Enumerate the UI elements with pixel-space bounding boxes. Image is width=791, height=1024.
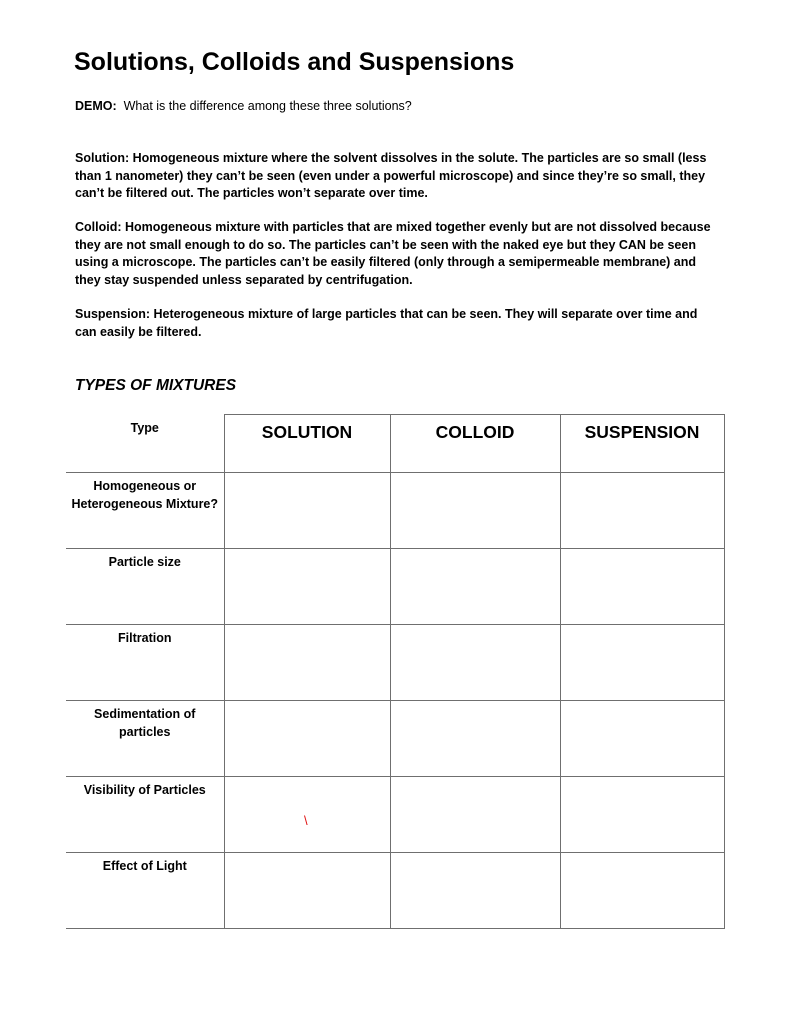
answer-cell[interactable]	[390, 777, 560, 853]
stray-backslash-mark: \	[304, 813, 308, 828]
row-label-cell	[66, 777, 224, 853]
answer-cell[interactable]	[560, 625, 724, 701]
suspension-definition: Suspension: Heterogeneous mixture of large particles that can be seen. They will separate over time and can easily be filtered.	[75, 307, 698, 339]
answer-cell[interactable]	[560, 701, 724, 777]
row-label-cell	[66, 853, 224, 929]
table-header-row	[66, 415, 724, 473]
colloid-definition: Colloid: Homogeneous mixture with particles that are mixed together evenly but are not dissolved because they are not small enough to do so. The particles can’t be seen with the naked eye but they CAN be seen using a microscope. The particles can’t be easily filtered (only through a semipermeable membrane) and they stay suspended unless separated by centrifugation.	[75, 220, 711, 287]
row-label-cell	[66, 549, 224, 625]
answer-cell[interactable]	[560, 777, 724, 853]
column-header-label: SUSPENSION	[584, 422, 700, 442]
row-label: Filtration	[118, 631, 172, 645]
table-row	[66, 777, 724, 853]
answer-cell[interactable]	[390, 625, 560, 701]
row-label: Sedimentation of particles	[94, 707, 196, 739]
demo-label: DEMO:	[75, 99, 117, 113]
column-header-colloid	[390, 415, 560, 473]
column-header-label: COLLOID	[435, 422, 515, 442]
row-label-cell	[66, 473, 224, 549]
column-header-solution	[224, 415, 390, 473]
column-header-suspension	[560, 415, 724, 473]
mixtures-table	[66, 414, 725, 929]
answer-cell[interactable]	[560, 549, 724, 625]
row-label: Effect of Light	[102, 859, 187, 873]
table-row	[66, 473, 724, 549]
answer-cell[interactable]	[390, 853, 560, 929]
answer-cell[interactable]	[390, 701, 560, 777]
answer-cell[interactable]	[390, 473, 560, 549]
answer-cell[interactable]	[224, 473, 390, 549]
row-label: Homogeneous or Heterogeneous Mixture?	[71, 479, 219, 511]
solution-definition: Solution: Homogeneous mixture where the solvent dissolves in the solute. The particles are so small (less than 1 nanometer) they can’t be seen (even under a powerful microscope) and since they’re so small, they can’t be filtered out. The particles won’t separate over time.	[75, 151, 707, 200]
row-label: Particle size	[108, 555, 181, 569]
type-label: Type	[130, 420, 159, 435]
answer-cell[interactable]	[224, 549, 390, 625]
row-label-cell	[66, 625, 224, 701]
page-title: Solutions, Colloids and Suspensions	[74, 48, 515, 76]
table-row	[66, 701, 724, 777]
answer-cell[interactable]	[224, 701, 390, 777]
type-header-cell	[66, 415, 224, 473]
answer-cell[interactable]	[390, 549, 560, 625]
row-label: Visibility of Particles	[83, 783, 206, 797]
answer-cell[interactable]	[224, 853, 390, 929]
table-row	[66, 625, 724, 701]
section-heading: TYPES OF MIXTURES	[75, 377, 237, 394]
answer-cell[interactable]	[560, 853, 724, 929]
column-header-label: SOLUTION	[261, 422, 353, 442]
demo-line	[75, 99, 412, 113]
table-row	[66, 549, 724, 625]
table-row	[66, 853, 724, 929]
row-label-cell	[66, 701, 224, 777]
answer-cell[interactable]	[224, 625, 390, 701]
answer-cell[interactable]	[560, 473, 724, 549]
demo-question: What is the difference among these three solutions?	[123, 99, 412, 113]
